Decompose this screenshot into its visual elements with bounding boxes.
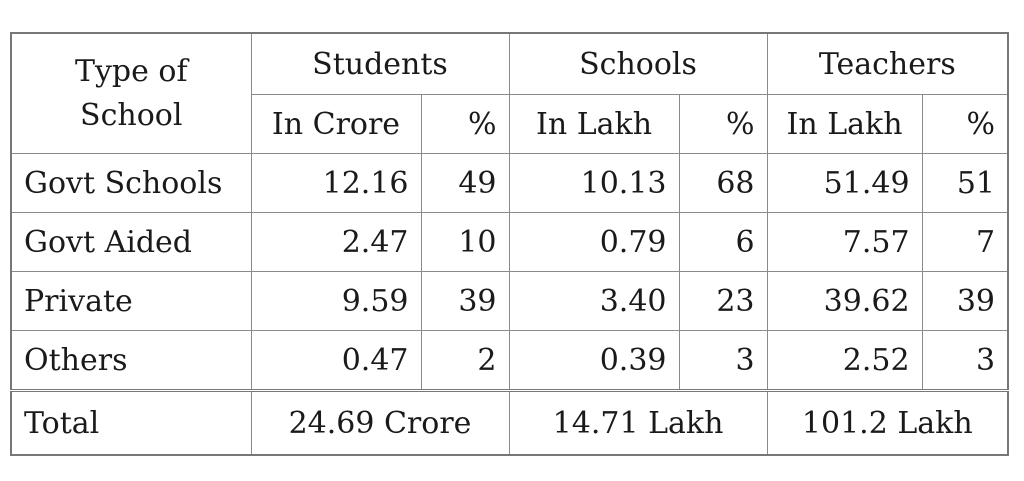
schools-unit-header: In Lakh [509, 95, 679, 154]
total-label: Total [11, 391, 251, 456]
teachers-pct-value: 7 [922, 213, 1008, 272]
students-value: 2.47 [251, 213, 421, 272]
row-type-label: Private [11, 272, 251, 331]
teachers-pct-header: % [922, 95, 1008, 154]
students-unit-header: In Crore [251, 95, 421, 154]
table-row [11, 331, 1008, 391]
schools-value: 3.40 [509, 272, 679, 331]
type-of-school-header [11, 33, 251, 154]
table-row [11, 213, 1008, 272]
schools-pct-value: 23 [679, 272, 767, 331]
teachers-pct-value: 3 [922, 331, 1008, 391]
schools-pct-value: 3 [679, 331, 767, 391]
students-pct-value: 10 [421, 213, 509, 272]
schools-value: 0.39 [509, 331, 679, 391]
teachers-value: 39.62 [767, 272, 922, 331]
schools-value: 10.13 [509, 154, 679, 213]
teachers-unit-header: In Lakh [767, 95, 922, 154]
students-pct-value: 39 [421, 272, 509, 331]
row-type-label: Govt Aided [11, 213, 251, 272]
students-header: Students [251, 33, 509, 95]
students-pct-value: 2 [421, 331, 509, 391]
total-teachers: 101.2 Lakh [767, 391, 1008, 456]
table-row [11, 272, 1008, 331]
teachers-pct-value: 51 [922, 154, 1008, 213]
students-value: 0.47 [251, 331, 421, 391]
type-header-line1: Type of [74, 54, 188, 89]
schools-value: 0.79 [509, 213, 679, 272]
students-pct-header: % [421, 95, 509, 154]
total-students: 24.69 Crore [251, 391, 509, 456]
type-header-line2: School [80, 97, 183, 133]
schools-pct-header: % [679, 95, 767, 154]
school-statistics-table [10, 32, 1009, 456]
schools-header: Schools [509, 33, 767, 95]
row-type-label: Govt Schools [11, 154, 251, 213]
total-row [11, 391, 1008, 456]
students-value: 12.16 [251, 154, 421, 213]
row-type-label: Others [11, 331, 251, 391]
header-row-groups [11, 33, 1008, 95]
teachers-header: Teachers [767, 33, 1008, 95]
teachers-value: 7.57 [767, 213, 922, 272]
teachers-value: 2.52 [767, 331, 922, 391]
table-row [11, 154, 1008, 213]
teachers-value: 51.49 [767, 154, 922, 213]
students-value: 9.59 [251, 272, 421, 331]
total-schools: 14.71 Lakh [509, 391, 767, 456]
students-pct-value: 49 [421, 154, 509, 213]
cropped-title-fragment [0, 0, 1024, 13]
teachers-pct-value: 39 [922, 272, 1008, 331]
schools-pct-value: 68 [679, 154, 767, 213]
schools-pct-value: 6 [679, 213, 767, 272]
